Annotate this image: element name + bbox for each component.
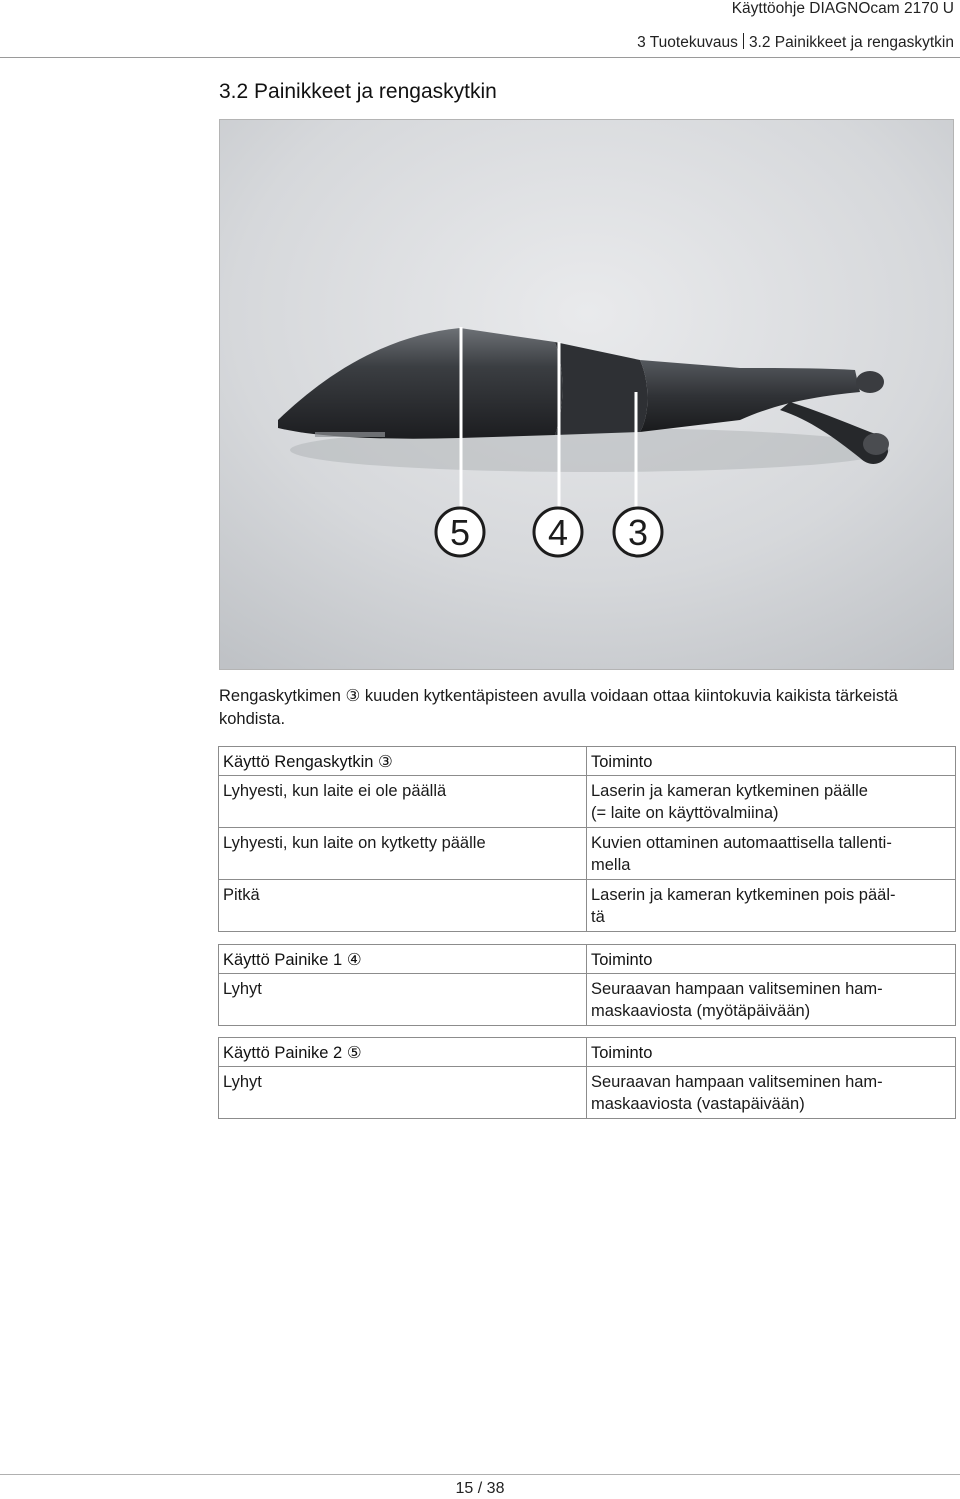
function-cell: Seuraavan hampaan valitseminen ham- maskaaviosta (vastapäivään)	[587, 1067, 956, 1119]
table-row	[219, 974, 956, 1026]
operation-cell: Lyhyesti, kun laite on kytketty päälle	[219, 828, 587, 880]
column-header-function: Toiminto	[587, 747, 956, 776]
callout-4	[534, 508, 582, 556]
breadcrumb-chapter[interactable]: 3 Tuotekuvaus	[637, 34, 738, 51]
column-header-operation: Käyttö Rengaskytkin ③	[219, 747, 587, 776]
table-row	[219, 1067, 956, 1119]
operation-cell: Pitkä	[219, 880, 587, 932]
callout-4-label: 4	[547, 512, 569, 553]
button-2-table	[218, 1037, 956, 1119]
photo-caption: Rengaskytkimen ③ kuuden kytkentäpisteen avulla voidaan ottaa kiintokuvia kaikista tärkeistä kohdista.	[219, 687, 898, 728]
ring-switch-table	[218, 746, 956, 932]
product-photo	[219, 119, 954, 670]
operation-cell: Lyhyt	[219, 974, 587, 1026]
table-header-row	[219, 945, 956, 974]
breadcrumb-section[interactable]: 3.2 Painikkeet ja rengaskytkin	[748, 34, 954, 51]
callout-5	[436, 508, 484, 556]
table-row	[219, 880, 956, 932]
operation-cell: Lyhyt	[219, 1067, 587, 1119]
callout-3-label: 3	[627, 512, 649, 553]
function-cell: Kuvien ottaminen automaattisella tallenti- mella	[587, 828, 956, 880]
breadcrumb	[637, 33, 954, 52]
table-header-row	[219, 1038, 956, 1067]
document-title: Käyttöohje DIAGNOcam 2170 U	[731, 0, 954, 17]
column-header-operation: Käyttö Painike 2 ⑤	[219, 1038, 587, 1067]
handpiece-fork-lower-tip	[863, 433, 889, 455]
section-title: 3.2 Painikkeet ja rengaskytkin	[219, 80, 497, 103]
function-cell: Laserin ja kameran kytkeminen pois pääl- tä	[587, 880, 956, 932]
column-header-function: Toiminto	[587, 1038, 956, 1067]
table-row	[219, 776, 956, 828]
button-1-table	[218, 944, 956, 1026]
column-header-operation: Käyttö Painike 1 ④	[219, 945, 587, 974]
footer-divider	[0, 1474, 960, 1475]
engraving-mark	[315, 432, 385, 437]
handpiece-fork-upper-tip	[856, 371, 884, 393]
function-cell: Seuraavan hampaan valitseminen ham- maskaaviosta (myötäpäivään)	[587, 974, 956, 1026]
callout-3	[614, 508, 662, 556]
header-divider	[0, 57, 960, 58]
breadcrumb-separator	[743, 33, 744, 49]
column-header-function: Toiminto	[587, 945, 956, 974]
table-row	[219, 828, 956, 880]
table-header-row	[219, 747, 956, 776]
function-cell: Laserin ja kameran kytkeminen päälle (= laite on käyttövalmiina)	[587, 776, 956, 828]
handpiece-illustration	[220, 120, 954, 670]
operation-cell: Lyhyesti, kun laite ei ole päällä	[219, 776, 587, 828]
callout-5-label: 5	[449, 512, 471, 553]
page-number: 15 / 38	[455, 1480, 505, 1497]
